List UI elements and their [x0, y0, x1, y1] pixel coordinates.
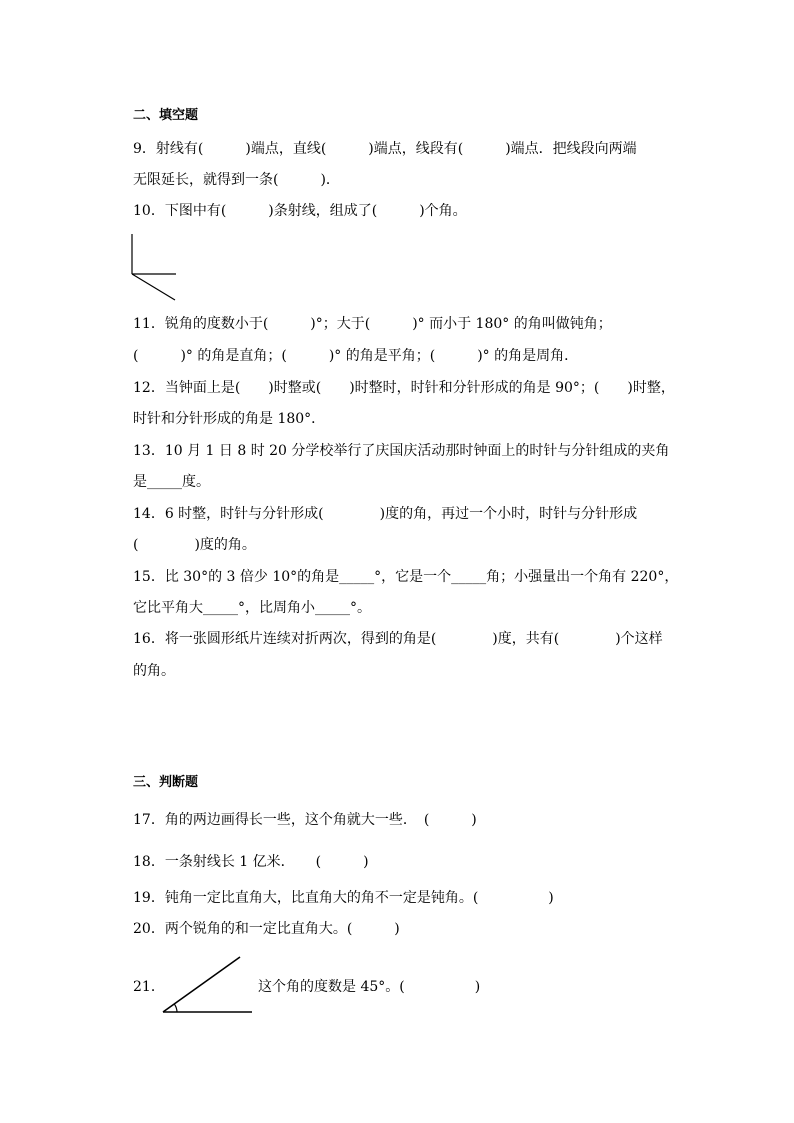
question-12-line-1: 12．当钟面上是( )时整或( )时整时，时针和分针形成的角是 90°；( )时整，	[133, 380, 675, 396]
question-13-line-2: 是_____度。	[133, 474, 210, 490]
question-11-line-2: ( )° 的角是直角；( )° 的角是平角；( )° 的角是周角．	[133, 348, 579, 364]
question-9-line-2: 无限延长，就得到一条( )．	[133, 172, 340, 188]
question-10: 10．下图中有( )条射线，组成了( )个角。	[133, 203, 467, 219]
question-16-line-1: 16．将一张圆形纸片连续对折两次，得到的角是( )度，共有( )个这样	[133, 631, 663, 647]
question-17: 17．角的两边画得长一些，这个角就大一些． ( )	[133, 812, 477, 828]
section-heading-fill-blank: 二、填空题	[133, 108, 199, 123]
question-15-line-2: 它比平角大_____°，比周角小_____°。	[133, 600, 371, 616]
question-11-line-1: 11．锐角的度数小于( )°；大于( )° 而小于 180° 的角叫做钝角；	[133, 316, 612, 332]
question-19: 19．钝角一定比直角大，比直角大的角不一定是钝角。( )	[133, 890, 554, 906]
angle-figure	[160, 955, 256, 1015]
angle-slanted-ray	[163, 957, 240, 1012]
ray-diagonal	[132, 274, 175, 300]
question-9-line-1: 9．射线有( )端点，直线( )端点，线段有( )端点．把线段向两端	[133, 141, 637, 157]
question-13-line-1: 13．10 月 1 日 8 时 20 分学校举行了庆国庆活动那时钟面上的时针与分针组成的夹角	[133, 443, 670, 459]
question-20: 20．两个锐角的和一定比直角大。( )	[133, 921, 400, 937]
rays-figure	[128, 232, 178, 302]
question-15-line-1: 15．比 30°的 3 倍少 10°的角是_____°，它是一个_____角；小强量出一个角有 220°，	[133, 569, 679, 585]
question-21-text: 这个角的度数是 45°。( )	[258, 979, 481, 995]
question-14-line-1: 14．6 时整，时针与分针形成( )度的角，再过一个小时，时针与分针形成	[133, 506, 638, 522]
question-12-line-2: 时针和分针形成的角是 180°．	[133, 411, 326, 427]
section-heading-true-false: 三、判断题	[133, 775, 199, 790]
question-21-number: 21．	[133, 979, 165, 995]
question-14-line-2: ( )度的角。	[133, 537, 256, 553]
question-16-line-2: 的角。	[133, 663, 175, 679]
question-18: 18．一条射线长 1 亿米． ( )	[133, 854, 369, 870]
angle-arc	[174, 1004, 177, 1012]
